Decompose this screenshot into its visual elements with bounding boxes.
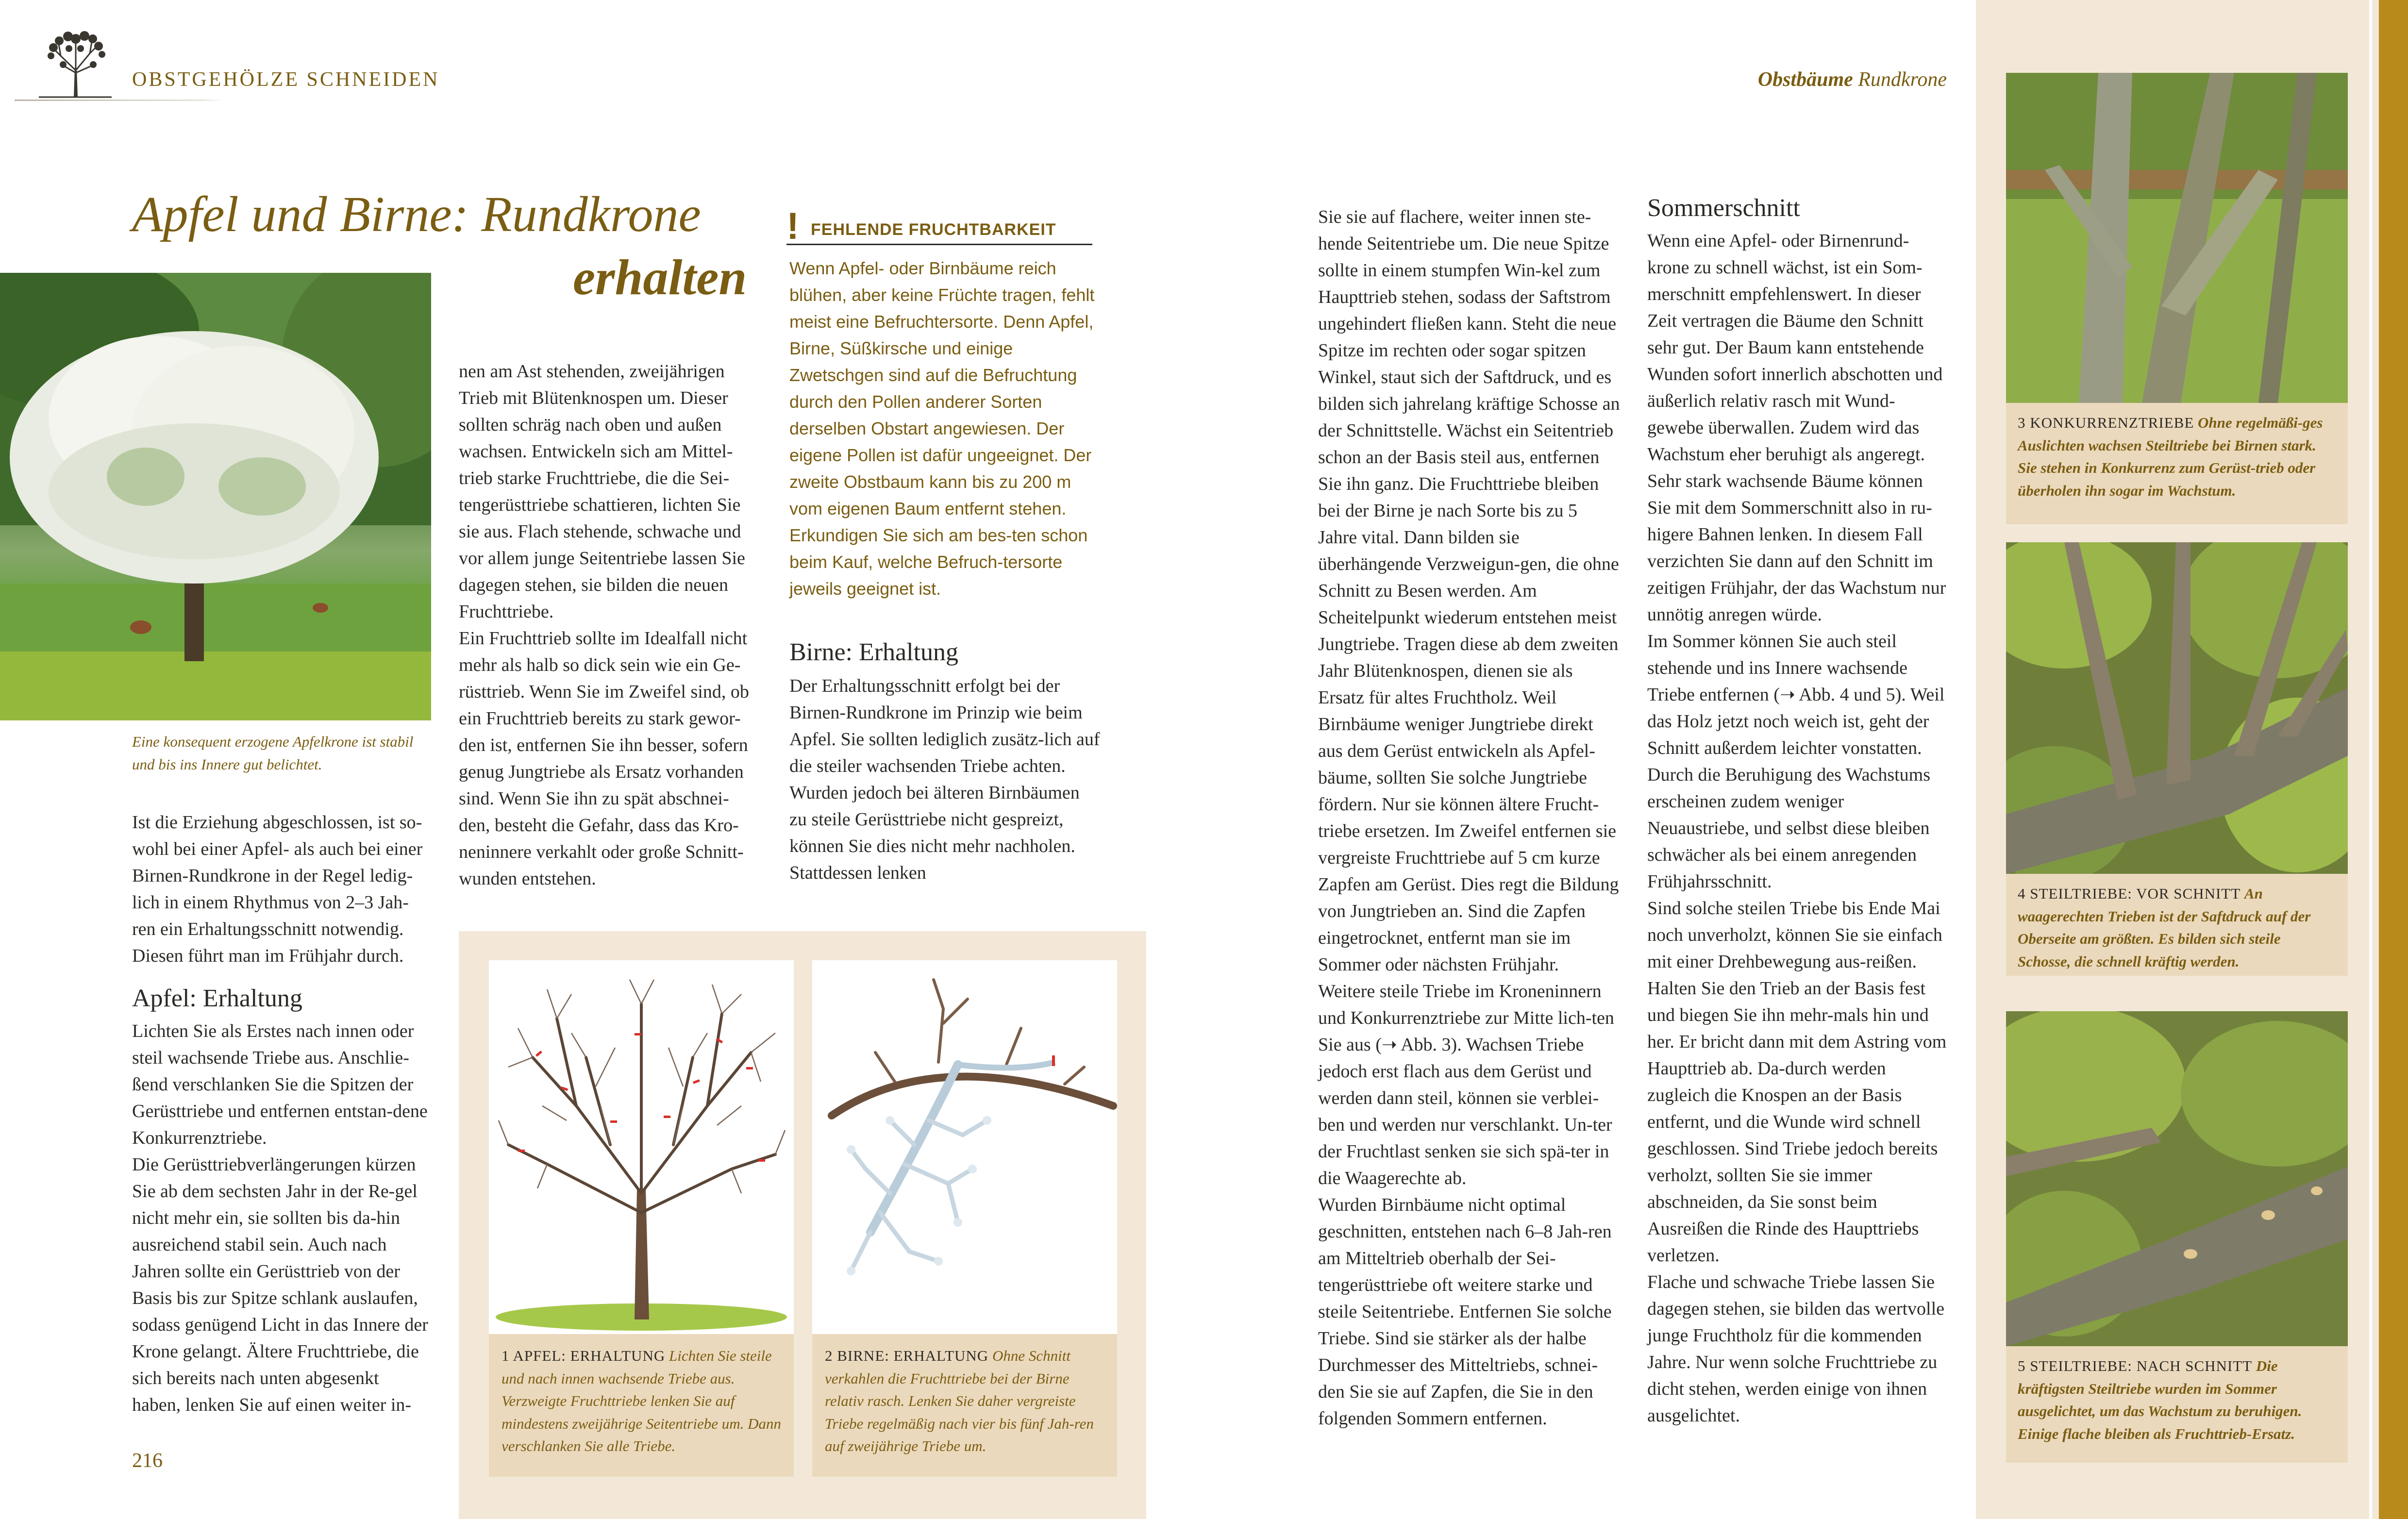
illustration-1-label: 1 APFEL: ERHALTUNG [502, 1347, 666, 1364]
illustration-1-caption [489, 1334, 794, 1477]
apfel-paragraph-1: Lichten Sie als Erstes nach innen oder steil wachsende Triebe aus. Anschlie-ßend verschlanken Sie die Spitzen der Gerüsttriebe und entfernen entstan-dene Konkurrenztriebe. [132, 1020, 428, 1148]
illustration-panel [459, 931, 1146, 1519]
column-3 [789, 636, 1100, 886]
sidebar-caption-3-label: 3 KONKURRENZTRIEBE [2018, 414, 2194, 431]
sidebar-caption-4-label: 4 STEILTRIEBE: VOR SCHNITT [2018, 885, 2241, 902]
sidebar-caption-3-text: Ohne regelmäßi-ges Auslichten wachsen Steiltriebe bei Birnen stark. Sie stehen in Konkurrenz zum Gerüst-trieb oder überholen ihn sogar im Wachstum. [2018, 414, 2323, 499]
pear-branch-drawing [812, 960, 1117, 1334]
tree-logo-icon [34, 29, 117, 102]
hint-title: FEHLENDE FRUCHTBARKEIT [811, 220, 1056, 239]
apple-tree-photo-image [0, 273, 431, 720]
sidebar-edge-stripe [2379, 0, 2408, 1519]
steiltriebe-vor-image [2006, 542, 2348, 874]
column-4-paragraph-2: Weitere steile Triebe im Kroneninnern und Konkurrenztriebe zur Mitte lich-ten Sie aus (➝ Abb. 3). Wachsen Triebe jedoch erst flach aus dem Gerüst und werden dann steil, können sie verblei-ben und werden nur verschlankt. Un-ter der Fruchtlast senken sie sich spä-ter in die Waagerechte ab. [1318, 981, 1614, 1188]
running-head-bold: Obstbäume [1757, 68, 1853, 91]
section-label: OBSTGEHÖLZE SCHNEIDEN [132, 68, 440, 91]
column-2-paragraph-1: nen am Ast stehenden, zweijährigen Trieb mit Blütenknospen um. Dieser sollten schräg nach oben und außen wachsen. Entwickeln sich am Mittel-trieb starke Fruchttriebe, die die Sei-tengerüsttriebe schattieren, lichten Sie sie aus. Flach stehende, schwache und vor allem junge Seitentriebe lassen Sie dagegen stehen, sie bilden die neuen Fruchttriebe. [459, 361, 745, 622]
konkurrenztriebe-image [2006, 73, 2348, 403]
exclamation-icon: ! [786, 204, 799, 247]
steiltriebe-nach-image [2006, 1011, 2348, 1346]
running-head-rest: Rundkrone [1853, 68, 1947, 91]
sommer-paragraph-4: Flache und schwache Triebe lassen Sie dagegen stehen, sie bilden das wertvolle junge Fruchtholz für die kommenden Jahre. Nur wenn solche Fruchttriebe zu dicht stehen, werden einige von ihnen ausgelichtet. [1647, 1271, 1945, 1426]
sidebar-caption-5-text: Die kräftigsten Steiltriebe wurden im Sommer ausgelichtet, um das Wachstum zu beruhigen. Einige flache bleiben als Fruchttrieb-Ersatz. [2018, 1357, 2302, 1442]
column-2-paragraph-2: Ein Fruchttrieb sollte im Idealfall nicht mehr als halb so dick sein wie ein Ge-rüsttrieb. Wenn Sie im Zweifel sind, ob ein Fruchttrieb bereits zu stark gewor-den ist, entfernen Sie ihn besser, sofern genug Jungtriebe als Ersatz vorhanden sind. Wenn Sie ihn zu spät abschnei-den, besteht die Gefahr, dass das Kro-neninnere verkahlt oder große Schnitt-wunden entstehen. [459, 628, 749, 889]
illustration-2-text: Ohne Schnitt verkahlen die Fruchttriebe bei der Birne relativ rasch. Lenken Sie daher vergreiste Triebe regelmäßig nach vier bis fünf Jah-ren auf zweijährige Triebe um. [825, 1347, 1094, 1454]
column-4-paragraph-3: Wurden Birnbäume nicht optimal geschnitten, entstehen nach 6–8 Jah-ren am Mitteltrieb oberhalb der Sei-tengerüsttriebe oft weitere starke und steile Seitentriebe. Entfernen Sie solche Triebe. Sind sie stärker als der halbe Durchmesser des Mitteltriebs, schnei-den Sie sie auf Zapfen, die Sie in den folgenden Sommern entfernen. [1318, 1195, 1612, 1429]
sommer-paragraph-2: Im Sommer können Sie auch steil stehende und ins Innere wachsende Triebe entfernen (➝ Abb. 4 und 5). Weil das Holz jetzt noch weich ist, geht der Schnitt außerdem leichter vonstatten. Durch die Beruhigung des Wachstums erscheinen zudem weniger Neuaustriebe, und selbst diese bleiben schwächer als bei einem anregenden Frühjahrsschnitt. [1647, 631, 1945, 892]
intro-paragraph: Ist die Erziehung abgeschlossen, ist so-wohl bei einer Apfel- als auch bei einer Birnen-Rundkrone in der Regel ledig-lich in einem Rhythmus von 2–3 Jah-ren ein Erhaltungsschnitt notwendig. Diesen führt man im Frühjahr durch. [132, 812, 423, 966]
subhead-birne-erhaltung: Birne: Erhaltung [789, 638, 959, 666]
sidebar-caption-5 [2006, 1346, 2348, 1463]
illustration-pear-branch [812, 960, 1117, 1334]
sommer-paragraph-3: Sind solche steilen Triebe bis Ende Mai noch unverholzt, können Sie sie einfach mit einer Drehbewegung aus-reißen. Halten Sie den Trieb an der Basis fest und biegen Sie ihn mehr-mals hin und her. Er bricht dann mit dem Astring vom Haupttrieb ab. Da-durch werden zugleich die Knospen an der Basis entfernt, und die Wunde wird schnell geschlossen. Sind Triebe jedoch bereits verholzt, sollten Sie sie immer abschneiden, da Sie sonst beim Ausreißen die Rinde des Haupttriebs verletzen. [1647, 898, 1947, 1266]
photo-steiltriebe-vor [2006, 542, 2348, 874]
hint-box-header [786, 204, 1092, 247]
sidebar-caption-4 [2006, 874, 2348, 976]
illustration-1-text: Lichten Sie steile und nach innen wachsende Triebe aus. Verzweigte Fruchttriebe lenken Sie auf mindestens zweijährige Seitentriebe um. Dann verschlanken Sie alle Triebe. [502, 1347, 781, 1454]
subhead-apfel-erhaltung: Apfel: Erhaltung [132, 985, 302, 1012]
apple-tree-drawing [489, 960, 794, 1334]
photo-steiltriebe-nach [2006, 1011, 2348, 1346]
column-1 [132, 809, 432, 1419]
subhead-sommerschnitt: Sommerschnitt [1647, 194, 1800, 222]
sidebar-edge-divider [2369, 0, 2372, 1519]
apfel-paragraph-2: Die Gerüsttriebverlängerungen kürzen Sie ab dem sechsten Jahr in der Re-gel nicht mehr ein, sie sollten bis da-hin ausreichend stabil sein. Auch nach Jahren sollte ein Gerüsttrieb von der Basis bis zur Spitze schlank auslaufen, sodass genügend Licht in das Innere der Krone gelangt. Ältere Fruchttriebe, die sich bereits nach unten abgesenkt haben, lenken Sie auf einen weiter in- [132, 1154, 428, 1415]
sommer-paragraph-1: Wenn eine Apfel- oder Birnenrund-krone zu schnell wächst, ist ein Som-merschnitt empfehlenswert. In dieser Zeit vertragen die Bäume den Schnitt sehr gut. Der Baum kann entstehende Wunden sofort innerlich abschotten und äußerlich relativ rasch mit Wund-gewebe überwallen. Zudem wird das Wachstum eher beruhigt als angeregt. Sehr stark wachsende Bäume können Sie mit dem Sommerschnitt also in ru-higere Bahnen lenken. In diesem Fall verzichten Sie dann auf den Schnitt im zeitigen Frühjahr, der das Wachstum nur unnötig anregen würde. [1647, 230, 1946, 625]
page-number: 216 [132, 1450, 163, 1472]
illustration-2-caption [812, 1334, 1117, 1477]
apple-tree-photo [0, 273, 431, 720]
header-rule [15, 100, 223, 101]
running-head [1758, 68, 1947, 91]
column-4 [1318, 204, 1620, 1432]
sidebar-caption-5-label: 5 STEILTRIEBE: NACH SCHNITT [2018, 1357, 2253, 1374]
sidebar-caption-3 [2006, 403, 2348, 524]
photo-caption: Eine konsequent erzogene Apfelkrone ist stabil und bis ins Innere gut belichtet. [132, 733, 414, 773]
column-5 [1647, 192, 1949, 1429]
hint-body: Wenn Apfel- oder Birnbäume reich blühen, aber keine Früchte tragen, fehlt meist eine Befruchtersorte. Denn Apfel, Birne, Süßkirsche und einige Zwetschgen sind auf die Befruchtung durch den Pollen anderer Sorten derselben Obstart angewiesen. Der eigene Pollen ist dafür ungeeignet. Der zweite Obstbaum kann bis zu 200 m vom eigenen Baum entfernt stehen. Erkundigen Sie sich am bes-ten schon beim Kauf, welche Befruch-tersorte jeweils geeignet ist. [789, 258, 1095, 599]
illustration-apple-tree [489, 960, 794, 1334]
page-title-line-1: Apfel und Birne: Rundkrone [132, 186, 701, 242]
birne-paragraph-1: Der Erhaltungsschnitt erfolgt bei der Birnen-Rundkrone im Prinzip wie beim Apfel. Sie sollten lediglich zusätz-lich auf die steiler wachsenden Triebe achten. Wurden jedoch bei älteren Birnbäumen zu steile Gerüsttriebe nicht gespreizt, können Sie dies nicht mehr nachholen. Stattdessen lenken [789, 675, 1100, 883]
sidebar-caption-4-text: An waagerechten Trieben ist der Saftdruck auf der Oberseite am größten. Es bilden sich steile Schosse, die schnell kräftig werden. [2018, 885, 2311, 970]
illustration-2-label: 2 BIRNE: ERHALTUNG [825, 1347, 989, 1364]
page-title-line-2: erhalten [573, 250, 747, 305]
photo-konkurrenztriebe [2006, 73, 2348, 403]
column-4-paragraph-1: Sie sie auf flachere, weiter innen ste-hende Seitentriebe um. Die neue Spitze sollte in einem stumpfen Win-kel zum Haupttrieb stehen, sodass der Saftstrom ungehindert fließen kann. Steht die neue Spitze im rechten oder sogar spitzen Winkel, staut sich der Saftdruck, und es bilden sich jahrelang kräftige Schosse an der Schnittstelle. Wächst ein Seitentrieb schon an der Basis steil aus, entfernen Sie ihn ganz. Die Fruchttriebe bleiben bei der Birne je nach Sorte bis zu 5 Jahre vital. Dann bilden sie überhängende Verzweigun-gen, die ohne Schnitt zu Besen werden. Am Scheitelpunkt wiederum entstehen meist Jungtriebe. Tragen diese ab dem zweiten Jahr Blütenknospen, dienen sie als Ersatz für altes Fruchtholz. Weil Birnbäume weniger Jungtriebe direkt aus dem Gerüst entwickeln als Apfel-bäume, sollten Sie solche Jungtriebe fördern. Nur sie können ältere Frucht-triebe ersetzen. Im Zweifel entfernen sie vergreiste Fruchttriebe auf 5 cm kurze Zapfen am Gerüst. Dies regt die Bildung von Jungtrieben an. Sind die Zapfen eingetrocknet, entfernt man sie im Sommer oder nächsten Frühjahr. [1318, 207, 1620, 975]
column-2 [459, 358, 760, 892]
